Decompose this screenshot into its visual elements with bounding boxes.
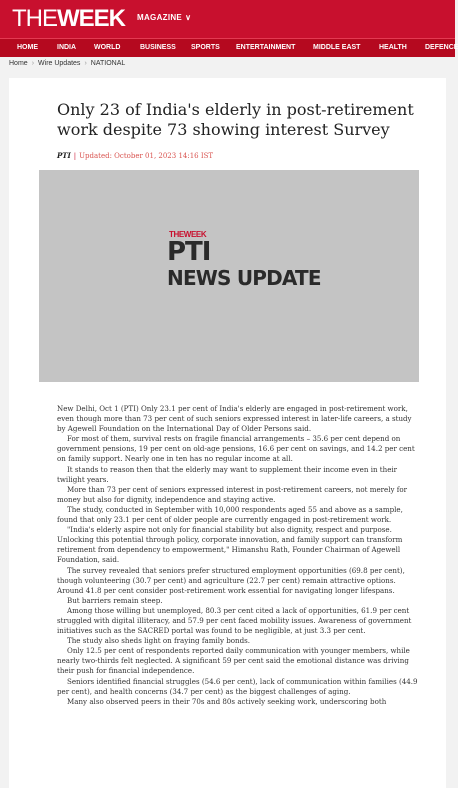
nav-item-entertainment[interactable]: ENTERTAINMENT — [236, 44, 296, 51]
image-brand-logo: THEWEEK — [169, 230, 207, 239]
breadcrumb — [9, 60, 125, 67]
article-card — [9, 78, 446, 788]
top-header — [0, 0, 455, 38]
author[interactable]: PTI — [57, 151, 71, 160]
article-paragraph: Seniors identified financial struggles (54.6 per cent), lack of communication within families (44.9 per cent), and health concerns (34.7 per cent) as the biggest challenges of aging. — [57, 676, 418, 696]
article-body — [57, 404, 421, 707]
magazine-menu[interactable]: MAGAZINE ∨ — [137, 13, 192, 22]
updated-timestamp: Updated: October 01, 2023 14:16 IST — [79, 152, 214, 160]
nav-item-business[interactable]: BUSINESS — [140, 44, 176, 51]
article-paragraph: But barriers remain steep. — [67, 595, 163, 605]
nav-item-sports[interactable]: SPORTS — [191, 44, 220, 51]
breadcrumb-separator: › — [31, 60, 35, 67]
nav-item-middle-east[interactable]: MIDDLE EAST — [313, 44, 361, 51]
nav-item-india[interactable]: INDIA — [57, 44, 77, 51]
site-logo[interactable]: THEWEEK — [12, 5, 125, 32]
chevron-down-icon: ∨ — [185, 13, 192, 22]
article-title: Only 23 of India's elderly in post-retirement work despite 73 showing interest Survey — [57, 100, 414, 139]
breadcrumb-home[interactable]: Home — [9, 60, 28, 67]
article-paragraph: "India's elderly aspire not only for financial stability but also dignity, respect and purpose. Unlocking this potential through policy, corporate innovation, and family support can transform retirement from dependency to empowerment," Himanshu Rath, Founder Chairman of Agewell Foundation, said. — [57, 525, 403, 565]
image-pti-text: PTI — [167, 237, 211, 267]
article-paragraph: The study also sheds light on fraying family bonds. — [67, 636, 251, 646]
breadcrumb-wire-updates[interactable]: Wire Updates — [38, 60, 81, 67]
nav-item-defence[interactable]: DEFENCE — [425, 44, 458, 51]
article-paragraph: Among those willing but unemployed, 80.3 per cent cited a lack of opportunities, 61.9 per cent struggled with digital illiteracy, and 57.9 per cent faced mobility issues. Awareness of government initiatives such as the SACRED portal was found to be negligible, at just 3.3 per cent. — [57, 605, 412, 636]
article-paragraph: The survey revealed that seniors prefer structured employment opportunities (69.8 per cent), though volunteering (30.7 per cent) and agriculture (22.7 per cent) remain attractive options. Around 41.8 per cent consider post-retirement work essential for navigating longer lifespans. — [57, 565, 405, 595]
breadcrumb-national[interactable]: NATIONAL — [90, 60, 126, 67]
main-nav — [0, 38, 458, 57]
article-paragraph: Only 12.5 per cent of respondents reported daily communication with younger members, while nearly two-thirds felt neglected. A significant 59 per cent said the emotional distance was driving their push for financial independence. — [57, 646, 410, 676]
article-paragraph: More than 73 per cent of seniors expressed interest in post-retirement careers, not merely for money but also for dignity, independence and staying active. — [57, 484, 408, 504]
nav-item-health[interactable]: HEALTH — [379, 44, 407, 51]
nav-item-world[interactable]: WORLD — [94, 44, 121, 51]
article-paragraph: The study, conducted in September with 10,000 respondents aged 55 and above as a sample, found that only 23.1 per cent of older people are currently engaged in post-retirement work. — [57, 504, 403, 525]
hero-image — [39, 170, 419, 382]
image-news-update-text: NEWS UPDATE — [167, 266, 321, 290]
byline-divider: | — [73, 152, 77, 160]
breadcrumb-separator: › — [84, 60, 87, 67]
article-paragraph: Many also observed peers in their 70s and 80s actively seeking work, underscoring both — [67, 696, 387, 706]
article-paragraph: It stands to reason then that the elderly may want to supplement their income even in their twilight years. — [57, 464, 398, 484]
article-paragraph: For most of them, survival rests on fragile financial arrangements – 35.6 per cent depend on government pensions, 19 per cent on old-age pensions, 16.6 per cent on savings, and 14.2 per cent on family support. Nearly one in ten has no regular income at all. — [57, 434, 415, 464]
article-paragraph: New Delhi, Oct 1 (PTI) Only 23.1 per cent of India's elderly are engaged in post-retirement work, even though more than 73 per cent of such seniors expressed interest in later-life careers, a study by Agewell Foundation on the International Day of Older Persons said. — [57, 404, 412, 434]
nav-item-home[interactable]: HOME — [17, 44, 38, 51]
byline — [57, 151, 213, 160]
